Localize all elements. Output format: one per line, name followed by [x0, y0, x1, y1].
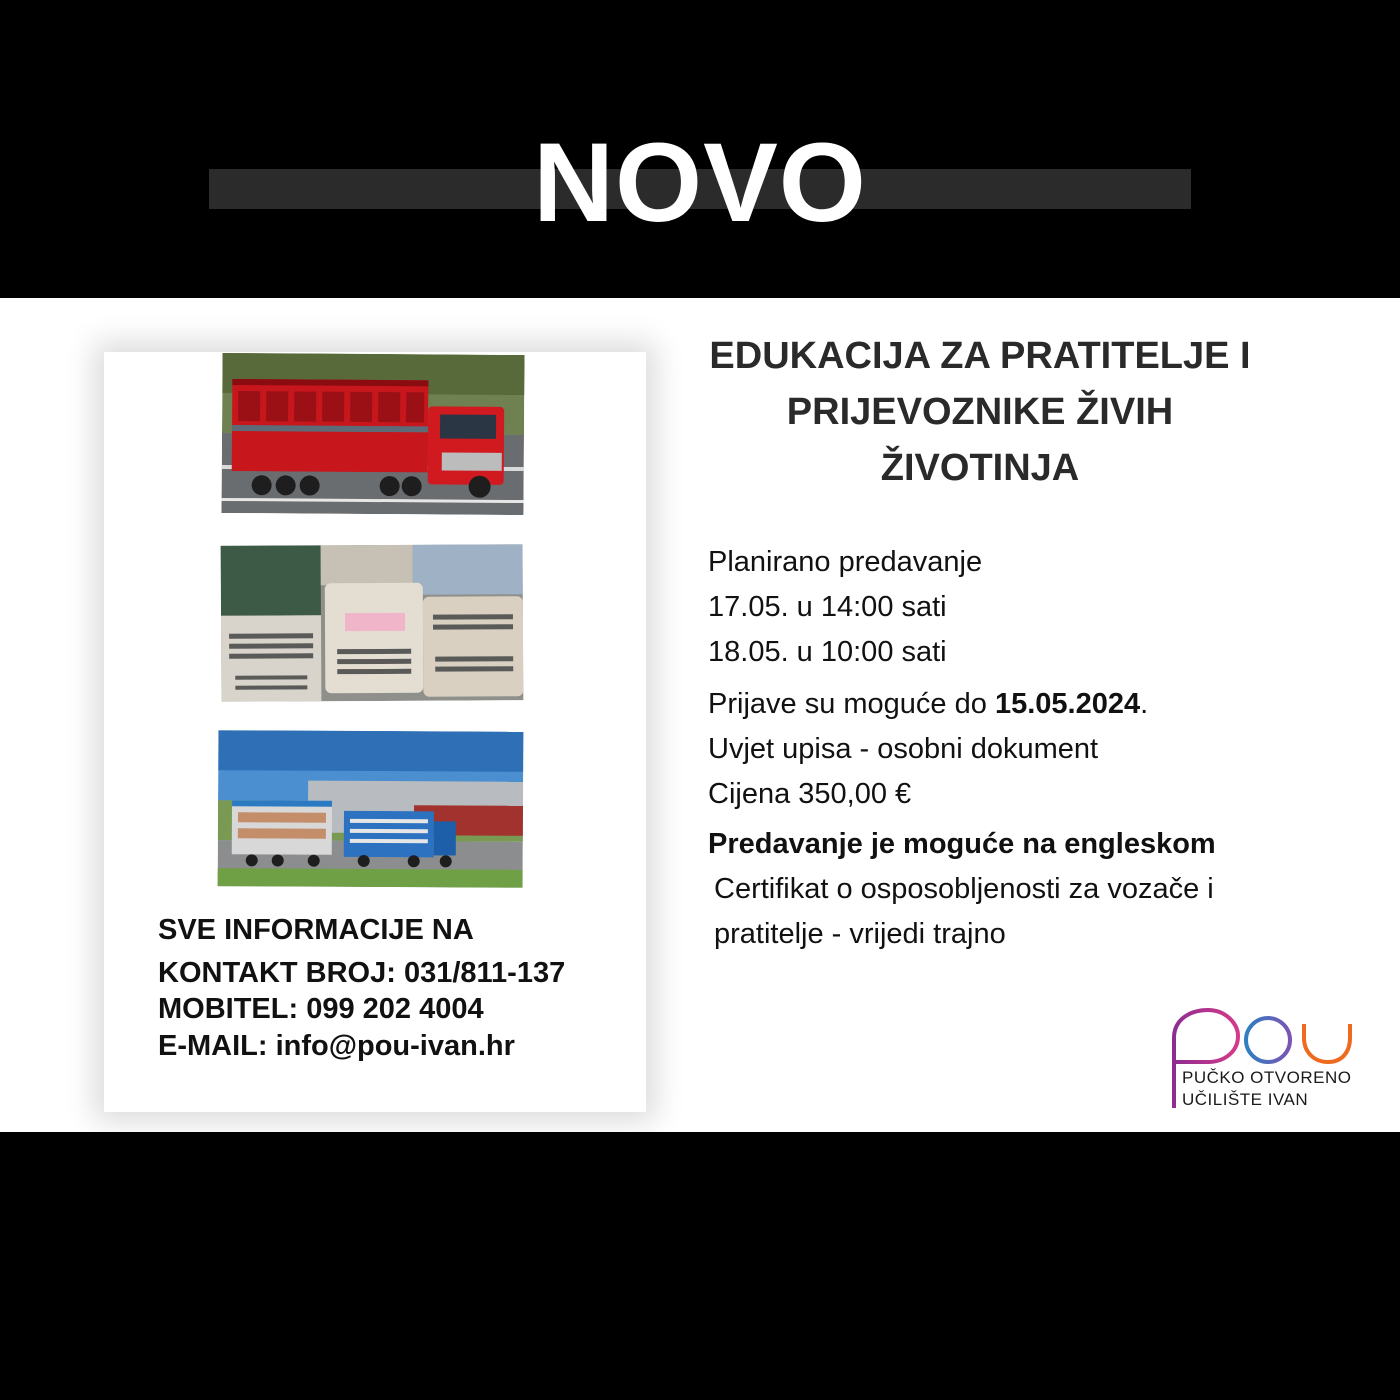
schedule-label: Planirano predavanje: [708, 546, 983, 578]
logo-line-2: UČILIŠTE IVAN: [1182, 1090, 1309, 1109]
course-title-line: ŽIVOTINJA: [880, 447, 1080, 489]
registration-prefix: Prijave su moguće do: [708, 688, 995, 720]
banner-title: NOVO: [533, 120, 867, 245]
course-title-line: PRIJEVOZNIKE ŽIVIH: [786, 391, 1174, 433]
certificate-line: pratitelje - vrijedi trajno: [714, 918, 1006, 950]
registration-suffix: .: [1140, 688, 1149, 720]
session-1: 17.05. u 14:00 sati: [708, 591, 947, 623]
session-2: 18.05. u 10:00 sati: [708, 636, 947, 668]
red-livestock-truck-photo: [221, 353, 524, 515]
contact-email: E-MAIL: info@pou-ivan.hr: [158, 1030, 515, 1062]
pet-carriers-photo: [221, 544, 524, 702]
bottom-banner: [0, 1132, 1400, 1400]
contact-header: SVE INFORMACIJE NA: [158, 914, 474, 946]
course-title-line: EDUKACIJA ZA PRATITELJE I: [709, 335, 1251, 377]
enrollment-requirement: Uvjet upisa - osobni dokument: [708, 733, 1099, 765]
registration-date: 15.05.2024: [994, 688, 1141, 720]
language-note: Predavanje je moguće na engleskom: [708, 828, 1216, 860]
contact-phone: KONTAKT BROJ: 031/811-137: [158, 957, 566, 989]
registration-deadline: [708, 686, 1148, 722]
course-price: Cijena 350,00 €: [708, 778, 912, 810]
contact-mobile: MOBITEL: 099 202 4004: [158, 993, 484, 1025]
certificate-line: Certifikat o osposobljenosti za vozače i: [714, 873, 1214, 905]
course-title: [660, 328, 1300, 496]
logo-line-1: PUČKO OTVORENO: [1182, 1068, 1352, 1087]
blue-livestock-trucks-photo: [218, 730, 524, 888]
